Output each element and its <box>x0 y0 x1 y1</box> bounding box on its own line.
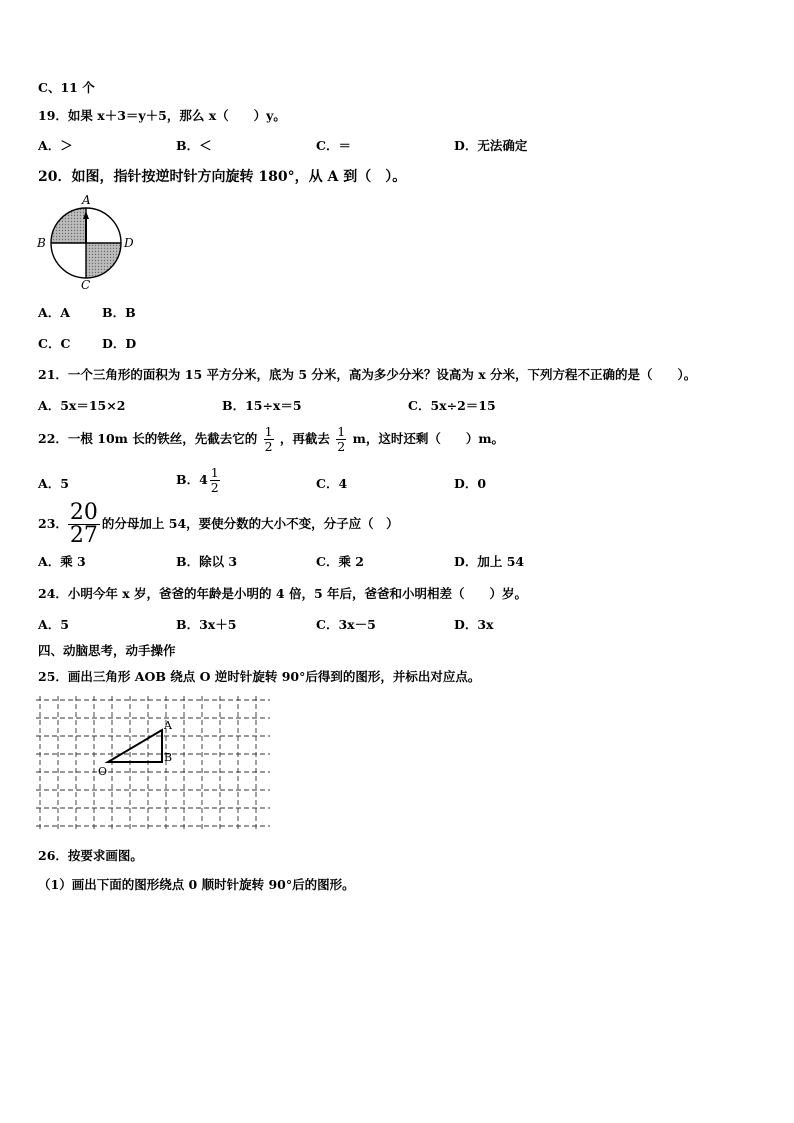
q20-label-b: B <box>37 236 46 250</box>
q23-stem-text: 的分母加上 54，要使分数的大小不变，分子应（ ） <box>101 516 399 531</box>
q24-option-b: B．3x＋5 <box>176 617 237 632</box>
q22-option-c: C．4 <box>316 476 348 491</box>
q24-option-c: C．3x－5 <box>316 617 376 632</box>
q26-stem: 26．按要求画图。 <box>38 848 143 863</box>
q22-stem <box>38 425 504 454</box>
q18-option-c: C、11 个 <box>38 80 95 95</box>
q23-number: 23． <box>38 516 68 531</box>
q23-option-a: A．乘 3 <box>38 554 86 569</box>
q19-option-b: B．＜ <box>176 138 212 153</box>
q26-sub-1: （1）画出下面的图形绕点 0 顺时针旋转 90°后的图形。 <box>38 877 355 892</box>
q22-stem-part2: ，再截去 <box>279 431 330 446</box>
q25-label-b: B <box>164 751 173 764</box>
q25-label-o: O <box>98 765 108 778</box>
q21-option-c: C．5x÷2＝15 <box>408 398 496 413</box>
q25-stem: 25．画出三角形 AOB 绕点 O 逆时针旋转 90°后得到的图形，并标出对应点。 <box>38 669 481 684</box>
q22-fraction-1: $\frac{1}{2}$ <box>264 424 273 454</box>
q22-stem-part3: m，这时还剩（ ）m。 <box>352 431 505 446</box>
q19-option-c: C．＝ <box>316 138 351 153</box>
q23-option-c: C．乘 2 <box>316 554 364 569</box>
q19-option-d: D．无法确定 <box>454 138 528 153</box>
q20-option-d: D．D <box>102 336 137 351</box>
q21-stem: 21．一个三角形的面积为 15 平方分米，底为 5 分米，高为多少分米？设高为 x 分米，下列方程不正确的是（ ）。 <box>38 367 697 382</box>
q24-stem: 24．小明今年 x 岁，爸爸的年龄是小明的 4 倍，5 年后，爸爸和小明相差（ ）岁。 <box>38 586 528 601</box>
q22-option-a: A．5 <box>38 476 69 491</box>
q22-fraction-2: $\frac{1}{2}$ <box>337 424 346 454</box>
q21-option-b: B．15÷x＝5 <box>222 398 302 413</box>
q20-option-b: B．B <box>102 305 136 320</box>
q23-stem <box>38 502 399 547</box>
q24-option-d: D．3x <box>454 617 494 632</box>
q25-triangle-aob <box>108 730 162 762</box>
q20-option-a: A．A <box>38 305 70 320</box>
q21-option-a: A．5x＝15×2 <box>38 398 126 413</box>
q20-label-a: A <box>82 193 91 207</box>
q22-stem-part1: 22．一根 10m 长的铁丝，先截去它的 <box>38 431 258 446</box>
q20-pointer-dial-figure <box>34 193 138 291</box>
q25-grid-figure <box>36 696 270 830</box>
q19-stem: 19．如果 x＋3＝y＋5，那么 x（ ）y。 <box>38 108 286 123</box>
q23-fraction: $\frac{20}{27}$ <box>69 500 98 548</box>
q22-option-d: D．0 <box>454 476 487 491</box>
q23-option-d: D．加上 54 <box>454 554 525 569</box>
q22-option-b: B．4 $\frac{1}{2}$ <box>176 465 219 495</box>
q23-option-b: B．除以 3 <box>176 554 238 569</box>
q24-option-a: A．5 <box>38 617 69 632</box>
q19-option-a: A．＞ <box>38 138 73 153</box>
q20-label-c: C <box>81 278 91 291</box>
q25-label-a: A <box>164 719 172 732</box>
q20-label-d: D <box>124 236 134 250</box>
section-4-title: 四、动脑思考，动手操作 <box>38 643 176 658</box>
q20-option-c: C．C <box>38 336 71 351</box>
q20-stem: 20．如图，指针按逆时针方向旋转 180°，从 A 到（ ）。 <box>38 169 407 185</box>
